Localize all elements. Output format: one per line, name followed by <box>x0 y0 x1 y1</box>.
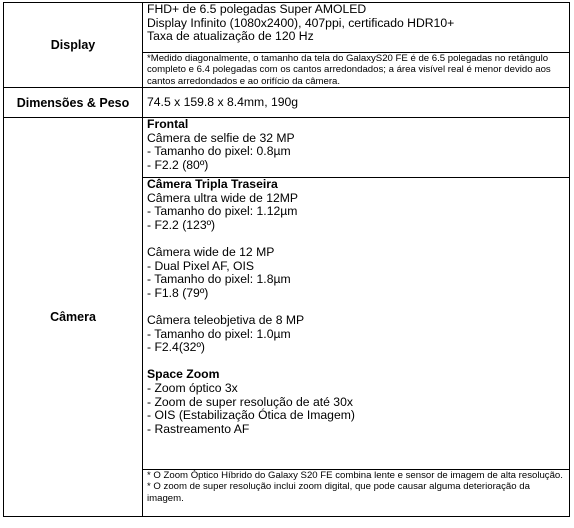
camera-front-row <box>4 118 570 178</box>
dimensions-value-cell <box>143 88 570 118</box>
camera-front <box>143 118 570 178</box>
display-specs <box>143 3 570 53</box>
camera-front-line-2: - Tamanho do pixel: 0.8µm <box>147 144 291 159</box>
spacer <box>147 355 565 369</box>
space-zoom-title: Space Zoom <box>147 367 220 382</box>
camera-notes <box>143 470 570 517</box>
tele-line-1: Câmera teleobjetiva de 8 MP <box>147 312 305 327</box>
display-line-1: FHD+ de 6.5 polegadas Super AMOLED <box>147 2 367 16</box>
camera-front-line-1: Câmera de selfie de 32 MP <box>147 130 295 145</box>
wide-line-2: - Dual Pixel AF, OIS <box>147 258 255 273</box>
spec-table <box>3 2 570 517</box>
zoom-line-1: - Zoom óptico 3x <box>147 380 238 395</box>
camera-front-title: Frontal <box>147 117 189 131</box>
dimensions-value: 74.5 x 159.8 x 8.4mm, 190g <box>147 94 299 109</box>
camera-rear-title: Câmera Tripla Traseira <box>147 177 278 191</box>
zoom-line-2: - Zoom de super resolução de até 30x <box>147 394 353 409</box>
tele-line-3: - F2.4(32º) <box>147 340 205 355</box>
spacer <box>147 300 565 314</box>
ultrawide-line-1: Câmera ultra wide de 12MP <box>147 190 299 205</box>
dimensions-row <box>4 88 570 118</box>
display-line-2: Display Infinito (1080x2400), 407ppi, certificado HDR10+ <box>147 15 455 30</box>
ultrawide-line-2: - Tamanho do pixel: 1.12µm <box>147 204 298 219</box>
dimensions-label: Dimensões & Peso <box>4 88 143 118</box>
wide-line-1: Câmera wide de 12 MP <box>147 244 275 259</box>
spacer <box>147 232 565 246</box>
camera-label: Câmera <box>4 118 143 517</box>
zoom-line-4: - Rastreamento AF <box>147 421 250 436</box>
camera-rear <box>143 178 570 470</box>
display-label: Display <box>4 3 143 88</box>
wide-line-3: - Tamanho do pixel: 1.8µm <box>147 272 291 287</box>
ultrawide-line-3: - F2.2 (123º) <box>147 217 216 232</box>
tele-line-2: - Tamanho do pixel: 1.0µm <box>147 326 291 341</box>
wide-line-4: - F1.8 (79º) <box>147 285 209 300</box>
zoom-line-3: - OIS (Estabilização Ótica de Imagem) <box>147 408 355 423</box>
camera-note-1: * O Zoom Óptico Híbrido do Galaxy S20 FE combina lente e sensor de imagem de alta resolução. <box>147 470 563 481</box>
camera-note-2: * O zoom de super resolução inclui zoom digital, que pode causar alguma deterioração da imagem. <box>147 481 530 504</box>
camera-front-line-3: - F2.2 (80º) <box>147 157 209 172</box>
display-note: *Medido diagonalmente, o tamanho da tela do GalaxyS20 FE é de 6.5 polegadas no retângulo completo e 6.4 polegadas com os cantos arredondados; a área visível real é menor devido aos cantos arredondados e ao orifício da câmera. <box>143 53 570 88</box>
display-line-3: Taxa de atualização de 120 Hz <box>147 29 314 44</box>
display-row <box>4 3 570 53</box>
